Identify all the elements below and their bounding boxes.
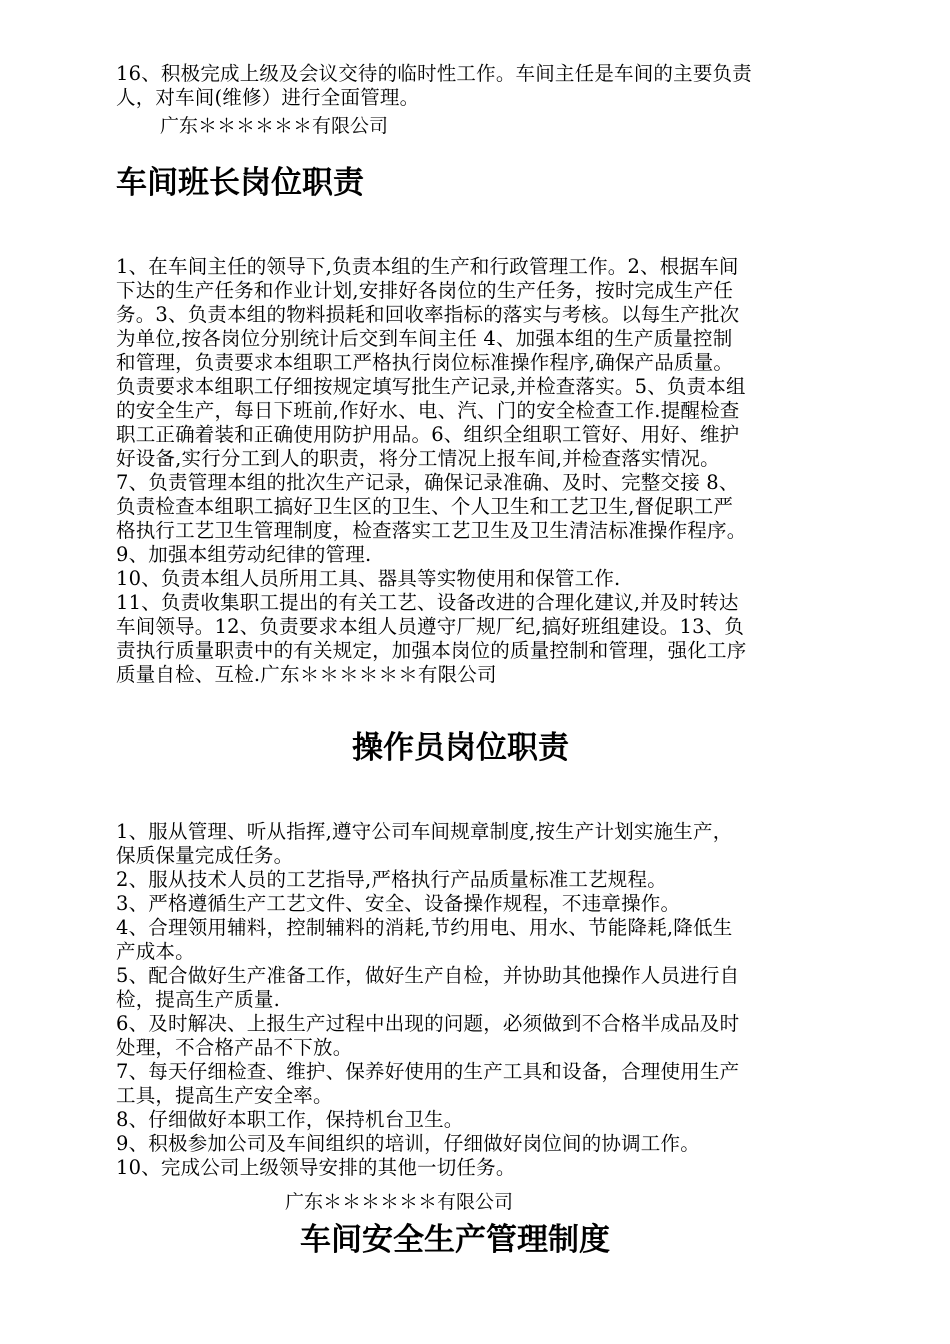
text-line: 和管理，负责要求本组职工严格执行岗位标准操作程序,确保产品质量。	[116, 351, 734, 374]
text-line: 3、严格遵循生产工艺文件、安全、设备操作规程，不违章操作。	[116, 892, 681, 915]
text-line: 检，提高生产质量.	[116, 988, 280, 1011]
text-line: 好设备,实行分工到人的职责，将分工情况上报车间,并检查落实情况。	[116, 447, 720, 470]
text-line: 7、每天仔细检查、维护、保养好使用的生产工具和设备，合理使用生产	[116, 1060, 740, 1083]
text-line: 人，对车间(维修）进行全面管理。	[116, 86, 420, 109]
text-line: 16、积极完成上级及会议交待的临时性工作。车间主任是车间的主要负责	[116, 62, 752, 85]
text-line: 格执行工艺卫生管理制度，检查落实工艺卫生及卫生清洁标准操作程序。	[116, 519, 747, 542]
company-name: 广东＊＊＊＊＊＊有限公司	[160, 115, 389, 137]
text-line: 为单位,按各岗位分别统计后交到车间主任 4、加强本组的生产质量控制	[116, 327, 733, 350]
text-line: 8、仔细做好本职工作，保持机台卫生。	[116, 1108, 464, 1131]
text-line: 10、完成公司上级领导安排的其他一切任务。	[116, 1156, 516, 1179]
text-line: 产成本。	[116, 940, 195, 963]
operator-duties	[116, 820, 840, 1180]
team-leader-duties	[116, 255, 840, 687]
text-line: 保质保量完成任务。	[116, 844, 294, 867]
section-heading-operator: 操作员岗位职责	[352, 730, 569, 766]
intro-paragraph	[116, 62, 840, 110]
text-line: 务。3、负责本组的物料损耗和回收率指标的落实与考核。以每生产批次	[116, 303, 740, 326]
section-heading-safety-rules: 车间安全生产管理制度	[300, 1222, 610, 1258]
section-heading-team-leader: 车间班长岗位职责	[116, 165, 364, 201]
text-line: 质量自检、互检.广东＊＊＊＊＊＊有限公司	[116, 663, 497, 686]
text-line: 负责检查本组职工搞好卫生区的卫生、个人卫生和工艺卫生,督促职工严	[116, 495, 734, 518]
text-line: 4、合理领用辅料，控制辅料的消耗,节约用电、用水、节能降耗,降低生	[116, 916, 733, 939]
text-line: 11、负责收集职工提出的有关工艺、设备改进的合理化建议,并及时转达	[116, 591, 739, 614]
text-line: 职工正确着装和正确使用防护用品。6、组织全组职工管好、用好、维护	[116, 423, 740, 446]
company-name: 广东＊＊＊＊＊＊有限公司	[285, 1191, 514, 1213]
text-line: 1、在车间主任的领导下,负责本组的生产和行政管理工作。2、根据车间	[116, 255, 739, 278]
text-line: 5、配合做好生产准备工作，做好生产自检，并协助其他操作人员进行自	[116, 964, 740, 987]
text-line: 2、服从技术人员的工艺指导,严格执行产品质量标准工艺规程。	[116, 868, 667, 891]
text-line: 责执行质量职责中的有关规定，加强本岗位的质量控制和管理，强化工序	[116, 639, 747, 662]
text-line: 工具，提高生产安全率。	[116, 1084, 333, 1107]
text-line: 车间领导。12、负责要求本组人员遵守厂规厂纪,搞好班组建设。13、负	[116, 615, 745, 638]
text-line: 9、积极参加公司及车间组织的培训，仔细做好岗位间的协调工作。	[116, 1132, 700, 1155]
text-line: 负责要求本组职工仔细按规定填写批生产记录,并检查落实。5、负责本组	[116, 375, 746, 398]
text-line: 7、负责管理本组的批次生产记录，确保记录准确、及时、完整交接 8、	[116, 471, 739, 494]
text-line: 6、及时解决、上报生产过程中出现的问题，必须做到不合格半成品及时	[116, 1012, 740, 1035]
text-line: 10、负责本组人员所用工具、器具等实物使用和保管工作.	[116, 567, 621, 590]
text-line: 的安全生产，每日下班前,作好水、电、汽、门的安全检查工作.提醒检查	[116, 399, 740, 422]
text-line: 处理，不合格产品不下放。	[116, 1036, 353, 1059]
text-line: 1、服从管理、听从指挥,遵守公司车间规章制度,按生产计划实施生产，	[116, 820, 733, 843]
text-line: 9、加强本组劳动纪律的管理.	[116, 543, 372, 566]
text-line: 下达的生产任务和作业计划,安排好各岗位的生产任务，按时完成生产任	[116, 279, 734, 302]
